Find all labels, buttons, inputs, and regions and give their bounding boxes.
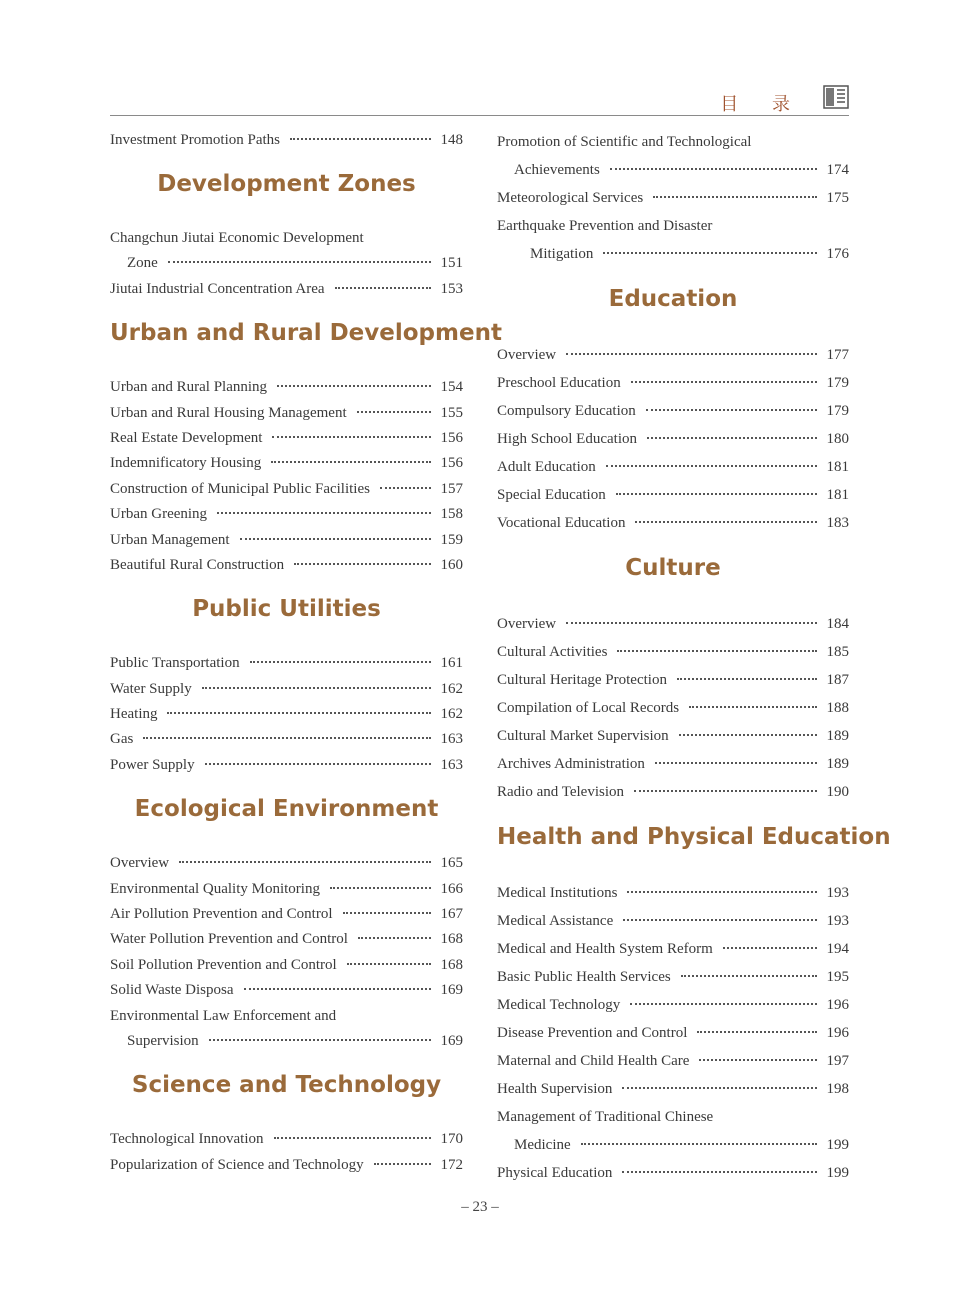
dot-leader — [244, 987, 431, 990]
dot-leader — [380, 486, 431, 489]
dot-leader — [250, 660, 431, 663]
toc-entry[interactable] — [497, 341, 849, 369]
toc-label: Archives Administration — [497, 756, 645, 772]
toc-label: Meteorological Services — [497, 190, 644, 206]
toc-list — [110, 375, 463, 578]
toc-label: Maternal and Child Health Care — [497, 1053, 690, 1069]
toc-page-number: 155 — [440, 404, 463, 421]
dot-leader — [655, 761, 817, 764]
toc-entry[interactable] — [110, 251, 463, 276]
dot-leader — [357, 410, 431, 413]
toc-label[interactable]: Promotion of Scientific and Technological — [497, 134, 752, 150]
toc-page-number: 169 — [440, 982, 463, 999]
toc-label: Air Pollution Prevention and Control — [110, 906, 333, 923]
toc-page-number: 163 — [440, 756, 463, 773]
toc-label: Special Education — [497, 487, 606, 503]
toc-page-number: 170 — [440, 1131, 463, 1148]
dot-leader — [653, 195, 817, 198]
section-ecological — [110, 790, 463, 1054]
toc-label: Overview — [110, 855, 170, 872]
toc-page-number: 193 — [826, 913, 849, 929]
toc-entry[interactable] — [110, 927, 463, 952]
toc-page-number: 190 — [826, 784, 849, 800]
toc-label: Compulsory Education — [497, 403, 636, 419]
toc-page-number: 180 — [826, 431, 849, 447]
toc-entry[interactable] — [110, 851, 463, 876]
toc-page-number: 187 — [826, 672, 849, 688]
toc-page-number: 177 — [826, 347, 849, 363]
toc-list — [497, 341, 849, 537]
toc-label: Real Estate Development — [110, 429, 263, 446]
toc-page-number: 195 — [826, 969, 849, 985]
dot-leader — [358, 936, 431, 939]
toc-page-number: 161 — [440, 655, 463, 672]
toc-page-number: 196 — [826, 1025, 849, 1041]
dot-leader — [603, 251, 817, 254]
toc-entry[interactable] — [110, 651, 463, 676]
toc-entry[interactable] — [497, 935, 849, 963]
section-heading: Development Zones — [157, 171, 416, 197]
toc-label: Urban and Rural Planning — [110, 379, 268, 396]
toc-entry[interactable] — [110, 877, 463, 902]
toc-label: Supervision — [127, 1032, 199, 1049]
toc-page-number: 168 — [440, 956, 463, 973]
toc-label: Health Supervision — [497, 1081, 613, 1097]
toc-entry[interactable] — [497, 666, 849, 694]
dot-leader — [631, 380, 817, 383]
toc-page-number: 172 — [440, 1156, 463, 1173]
toc-entry[interactable] — [497, 240, 849, 268]
dot-leader — [566, 352, 817, 355]
section-culture — [497, 549, 849, 806]
toc-entry[interactable] — [110, 953, 463, 978]
dot-leader — [699, 1058, 817, 1061]
toc-entry[interactable] — [497, 453, 849, 481]
dot-leader — [646, 408, 817, 411]
toc-label: Urban Management — [110, 531, 230, 548]
toc-label[interactable]: Earthquake Prevention and Disaster — [497, 218, 713, 234]
dot-leader — [679, 733, 817, 736]
toc-page-number: 194 — [826, 941, 849, 957]
toc-page-number: 188 — [826, 700, 849, 716]
toc-label: Jiutai Industrial Concentration Area — [110, 280, 325, 297]
toc-label: Popularization of Science and Technology — [110, 1156, 364, 1173]
toc-entry[interactable] — [497, 750, 849, 778]
toc-entry[interactable] — [497, 1019, 849, 1047]
toc-entry[interactable] — [497, 156, 849, 184]
toc-entry[interactable] — [110, 502, 463, 527]
dot-leader — [681, 974, 817, 977]
toc-label: Beautiful Rural Construction — [110, 556, 285, 573]
toc-label: Public Transportation — [110, 655, 240, 672]
toc-page-number: 158 — [440, 506, 463, 523]
dot-leader — [634, 789, 817, 792]
toc-list — [110, 851, 463, 1003]
page-footer-number: – 23 – — [461, 1199, 499, 1215]
toc-entry[interactable] — [110, 702, 463, 727]
toc-label: Overview — [497, 347, 557, 363]
toc-entry[interactable] — [497, 425, 849, 453]
toc-page-number: 156 — [440, 455, 463, 472]
toc-entry[interactable] — [497, 694, 849, 722]
toc-entry[interactable] — [110, 978, 463, 1003]
toc-entry[interactable] — [110, 753, 463, 778]
toc-page-number: 184 — [826, 616, 849, 632]
toc-entry[interactable] — [497, 722, 849, 750]
dot-leader — [677, 677, 817, 680]
toc-label: Urban and Rural Housing Management — [110, 404, 347, 421]
toc-page-number: 176 — [826, 246, 849, 262]
dot-leader — [697, 1030, 817, 1033]
book-icon — [823, 84, 849, 110]
toc-label: Overview — [497, 616, 557, 632]
section-heading: Education — [608, 286, 738, 312]
toc-entry[interactable] — [110, 1153, 463, 1178]
toc-entry[interactable] — [497, 778, 849, 806]
toc-entry[interactable] — [110, 477, 463, 502]
toc-entry[interactable] — [497, 184, 849, 212]
toc-label: Water Supply — [110, 680, 192, 697]
toc-page-number: 163 — [440, 731, 463, 748]
toc-label: Solid Waste Disposa — [110, 982, 234, 999]
toc-entry[interactable] — [497, 1075, 849, 1103]
section-development-zones — [110, 165, 463, 302]
toc-page-number: 199 — [826, 1137, 849, 1153]
toc-entry[interactable] — [497, 397, 849, 425]
section-education — [497, 280, 849, 537]
toc-label: Cultural Activities — [497, 644, 608, 660]
toc-label: High School Education — [497, 431, 637, 447]
toc-entry[interactable] — [497, 1159, 849, 1187]
toc-label: Vocational Education — [497, 515, 626, 531]
toc-right-column — [497, 128, 891, 1187]
dot-leader — [723, 946, 817, 949]
toc-label: Gas — [110, 731, 134, 748]
section-science — [110, 1066, 463, 1178]
toc-page-number: 175 — [826, 190, 849, 206]
dot-leader — [617, 649, 817, 652]
toc-label: Indemnificatory Housing — [110, 455, 262, 472]
dot-leader — [202, 686, 431, 689]
toc-page-number: 193 — [826, 885, 849, 901]
toc-entry[interactable] — [497, 963, 849, 991]
dot-leader — [209, 1038, 431, 1041]
section-heading: Health and Physical Education — [497, 824, 891, 850]
toc-entry[interactable] — [110, 401, 463, 426]
toc-entry[interactable] — [497, 1047, 849, 1075]
section-heading: Science and Technology — [131, 1072, 442, 1099]
dot-leader — [240, 537, 431, 540]
dot-leader — [374, 1162, 431, 1165]
dot-leader — [647, 436, 817, 439]
toc-entry[interactable] — [497, 991, 849, 1019]
dot-leader — [217, 511, 431, 514]
section-heading: Culture — [625, 555, 721, 581]
dot-leader — [143, 736, 431, 739]
section-heading: Urban and Rural Development — [110, 320, 502, 347]
toc-page-number: 197 — [826, 1053, 849, 1069]
dot-leader — [610, 167, 817, 170]
dot-leader — [606, 464, 817, 467]
toc-entry[interactable] — [110, 1029, 463, 1054]
toc-label: Physical Education — [497, 1165, 613, 1181]
toc-entry[interactable] — [497, 907, 849, 935]
toc-page-number: 189 — [826, 756, 849, 772]
section-health — [497, 818, 891, 1187]
toc-label: Medical Assistance — [497, 913, 614, 929]
toc-label: Achievements — [514, 162, 600, 178]
section-heading: Ecological Environment — [134, 796, 439, 823]
dot-leader — [622, 1086, 817, 1089]
toc-page-number: 162 — [440, 706, 463, 723]
toc-entry[interactable] — [110, 277, 463, 302]
toc-entry[interactable] — [497, 1131, 849, 1159]
toc-entry[interactable] — [110, 528, 463, 553]
toc-entry[interactable] — [110, 902, 463, 927]
toc-left-column — [110, 128, 502, 1178]
toc-page-number: 179 — [826, 403, 849, 419]
toc-page-number: 183 — [826, 515, 849, 531]
toc-label: Medicine — [514, 1137, 571, 1153]
toc-label: Adult Education — [497, 459, 596, 475]
toc-page-number: 154 — [440, 379, 463, 396]
dot-leader — [622, 1170, 817, 1173]
toc-entry[interactable] — [110, 553, 463, 578]
toc-label: Construction of Municipal Public Facilities — [110, 480, 370, 497]
toc-page-number: 159 — [440, 531, 463, 548]
toc-entry[interactable] — [110, 128, 463, 153]
dot-leader — [566, 621, 817, 624]
toc-page-number: 151 — [440, 255, 463, 272]
toc-label: Preschool Education — [497, 375, 621, 391]
toc-label: Medical Institutions — [497, 885, 618, 901]
toc-entry[interactable] — [110, 451, 463, 476]
toc-page-number: 179 — [826, 375, 849, 391]
toc-page-number: 181 — [826, 487, 849, 503]
toc-list — [497, 879, 849, 1103]
toc-label: Compilation of Local Records — [497, 700, 680, 716]
toc-label[interactable]: Environmental Law Enforcement and — [110, 1007, 337, 1024]
dot-leader — [277, 384, 431, 387]
toc-page-number: 148 — [440, 132, 463, 148]
toc-list — [110, 1127, 463, 1178]
section-urban-rural — [110, 314, 502, 578]
toc-page-number: 165 — [440, 855, 463, 872]
toc-entry[interactable] — [497, 879, 849, 907]
dot-leader — [630, 1002, 817, 1005]
toc-entry[interactable] — [110, 426, 463, 451]
dot-leader — [635, 520, 817, 523]
dot-leader — [271, 460, 431, 463]
toc-page-number: 185 — [826, 644, 849, 660]
toc-label: Cultural Heritage Protection — [497, 672, 667, 688]
toc-label: Environmental Quality Monitoring — [110, 880, 320, 897]
toc-entry[interactable] — [110, 375, 463, 400]
toc-entry[interactable] — [497, 509, 849, 537]
toc-label: Cultural Market Supervision — [497, 728, 669, 744]
toc-entry[interactable] — [110, 1127, 463, 1152]
toc-page-number: 196 — [826, 997, 849, 1013]
dot-leader — [272, 435, 431, 438]
dot-leader — [168, 260, 431, 263]
toc-entry[interactable] — [497, 638, 849, 666]
dot-leader — [335, 286, 431, 289]
toc-page-number: 181 — [826, 459, 849, 475]
toc-page-number: 169 — [440, 1032, 463, 1049]
dot-leader — [343, 911, 432, 914]
toc-page-number: 166 — [440, 880, 463, 897]
toc-entry[interactable] — [497, 369, 849, 397]
toc-label: Medical and Health System Reform — [497, 941, 713, 957]
toc-page-number: 168 — [440, 931, 463, 948]
header-title: 目 录 — [720, 94, 804, 115]
toc-page-number: 153 — [440, 280, 463, 297]
dot-leader — [347, 962, 431, 965]
toc-page-number: 156 — [440, 429, 463, 446]
toc-page-number: 199 — [826, 1165, 849, 1181]
dot-leader — [581, 1142, 817, 1145]
dot-leader — [294, 562, 431, 565]
toc-list — [497, 610, 849, 806]
toc-label: Power Supply — [110, 756, 195, 773]
toc-label: Disease Prevention and Control — [497, 1025, 688, 1041]
toc-page-number: 189 — [826, 728, 849, 744]
toc-entry[interactable] — [110, 727, 463, 752]
toc-label: Radio and Television — [497, 784, 624, 800]
toc-label[interactable]: Management of Traditional Chinese — [497, 1109, 714, 1125]
toc-label: Soil Pollution Prevention and Control — [110, 956, 337, 973]
section-heading: Public Utilities — [192, 596, 381, 623]
toc-page-number: 160 — [440, 556, 463, 573]
toc-page-number: 198 — [826, 1081, 849, 1097]
section-public-utilities — [110, 590, 463, 778]
toc-entry[interactable] — [497, 610, 849, 638]
dot-leader — [179, 860, 431, 863]
dot-leader — [689, 705, 817, 708]
toc-label: Zone — [127, 255, 158, 272]
dot-leader — [627, 890, 817, 893]
toc-entry[interactable] — [497, 481, 849, 509]
toc-label: Technological Innovation — [110, 1131, 264, 1148]
dot-leader — [290, 137, 431, 140]
dot-leader — [167, 711, 431, 714]
toc-label: Heating — [110, 706, 158, 723]
dot-leader — [616, 492, 817, 495]
toc-label: Urban Greening — [110, 506, 208, 523]
toc-page-number: 174 — [826, 162, 849, 178]
dot-leader — [623, 918, 817, 921]
toc-list — [110, 651, 463, 778]
dot-leader — [205, 762, 431, 765]
toc-label: Basic Public Health Services — [497, 969, 671, 985]
toc-label: Investment Promotion Paths — [110, 132, 280, 148]
toc-label: Medical Technology — [497, 997, 621, 1013]
toc-page-number: 162 — [440, 680, 463, 697]
toc-entry[interactable] — [110, 677, 463, 702]
page-header — [110, 82, 849, 116]
toc-label[interactable]: Changchun Jiutai Economic Development — [110, 230, 364, 246]
dot-leader — [330, 886, 431, 889]
toc-page-number: 167 — [440, 906, 463, 923]
toc-label: Mitigation — [530, 246, 594, 262]
toc-label: Water Pollution Prevention and Control — [110, 931, 348, 948]
dot-leader — [274, 1136, 432, 1139]
toc-page-number: 157 — [440, 480, 463, 497]
